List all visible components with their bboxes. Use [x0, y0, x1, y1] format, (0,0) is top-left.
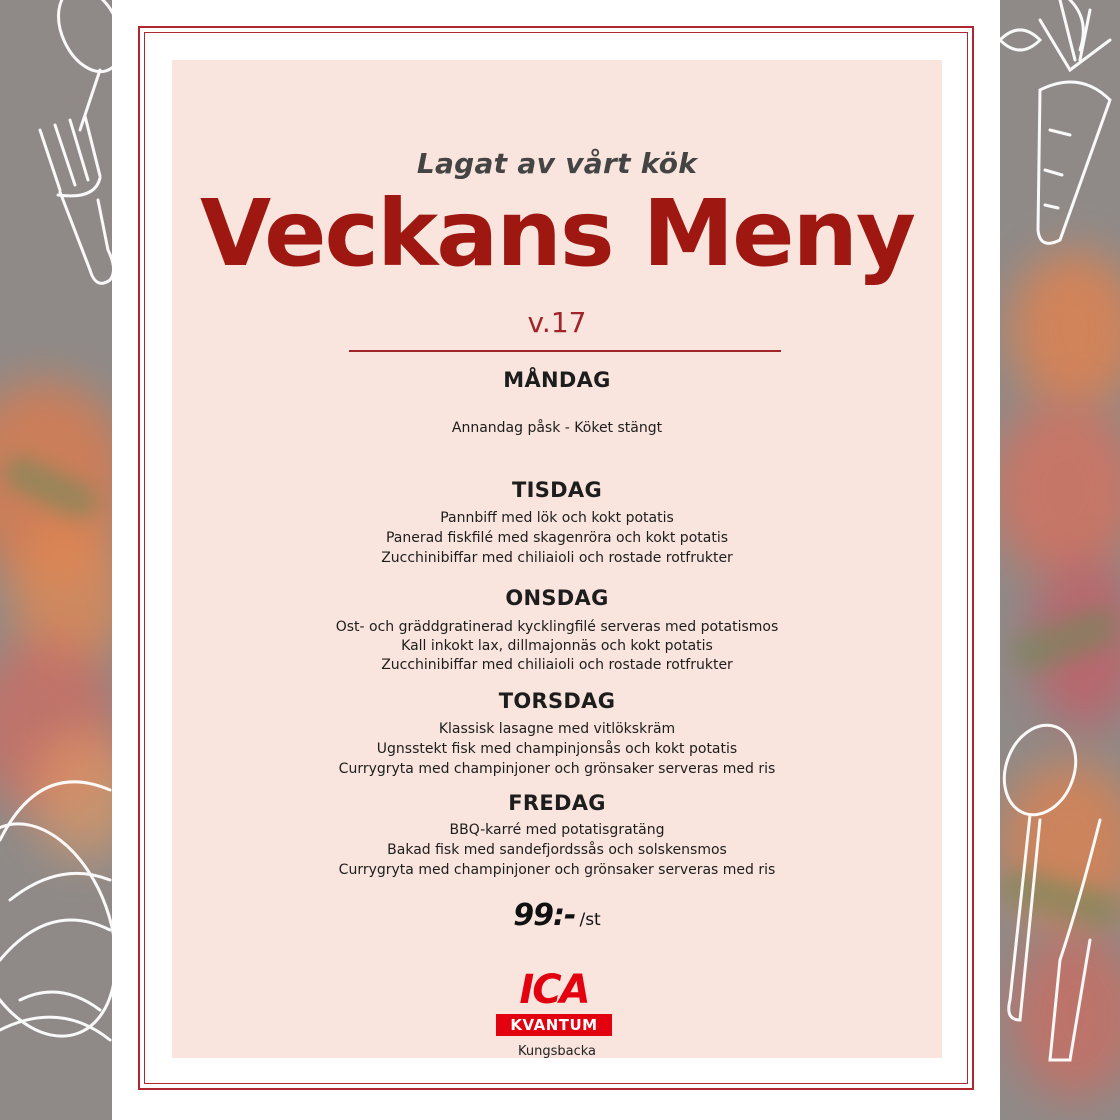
dish-tuesday-3: Zucchinibiffar med chiliaioli och rostade rotfrukter: [381, 550, 733, 566]
dish-thursday-2: Ugnsstekt fisk med champinjonsås och kokt potatis: [376, 741, 738, 757]
dish-wednesday-2: Kall inkokt lax, dillmajonnäs och kokt potatis: [401, 638, 713, 654]
dish-monday-1: Annandag påsk - Köket stängt: [451, 420, 663, 436]
menu-card: [112, 0, 1000, 1120]
logo-kvantum-text: KVANTUM: [496, 1014, 612, 1036]
menu-panel: [172, 60, 942, 1058]
title-divider: [349, 350, 781, 352]
knife-icon: [1050, 820, 1100, 1060]
dish-wednesday-1: Ost- och gräddgratinerad kycklingfilé serveras med potatismos: [335, 619, 779, 635]
dish-wednesday-3: Zucchinibiffar med chiliaioli och rostade rotfrukter: [381, 657, 733, 673]
day-heading-thursday: TORSDAG: [498, 689, 616, 713]
fork-icon: [40, 116, 114, 283]
day-heading-friday: FREDAG: [508, 791, 606, 815]
page-title: Veckans Meny: [199, 180, 915, 287]
logo-ica-text: ICA: [519, 967, 589, 1013]
day-heading-monday: MÅNDAG: [503, 368, 611, 392]
price: [172, 898, 942, 933]
dish-tuesday-2: Panerad fiskfilé med skagenröra och kokt potatis: [385, 530, 729, 546]
carrot-icon: [1038, 0, 1110, 243]
dish-thursday-3: Currygryta med champinjoner och grönsaker serveras med ris: [338, 761, 776, 777]
dish-friday-2: Bakad fisk med sandefjordssås och solskensmos: [387, 842, 727, 858]
dish-friday-1: BBQ-karré med potatisgratäng: [449, 822, 665, 838]
dish-tuesday-1: Pannbiff med lök och kokt potatis: [440, 510, 674, 526]
price-amount: 99:-: [513, 898, 576, 933]
dish-thursday-1: Klassisk lasagne med vitlökskräm: [438, 721, 676, 737]
dish-friday-3: Currygryta med champinjoner och grönsaker serveras med ris: [338, 862, 776, 878]
tagline: Lagat av vårt kök: [416, 147, 698, 180]
day-heading-wednesday: ONSDAG: [505, 586, 609, 610]
store-location: Kungsbacka: [517, 1044, 596, 1059]
ica-kvantum-logo: [494, 967, 614, 1036]
spoon-icon-right: [992, 715, 1087, 1020]
price-unit: /st: [579, 910, 601, 930]
day-heading-tuesday: TISDAG: [512, 478, 602, 502]
week-number: v.17: [527, 306, 587, 339]
